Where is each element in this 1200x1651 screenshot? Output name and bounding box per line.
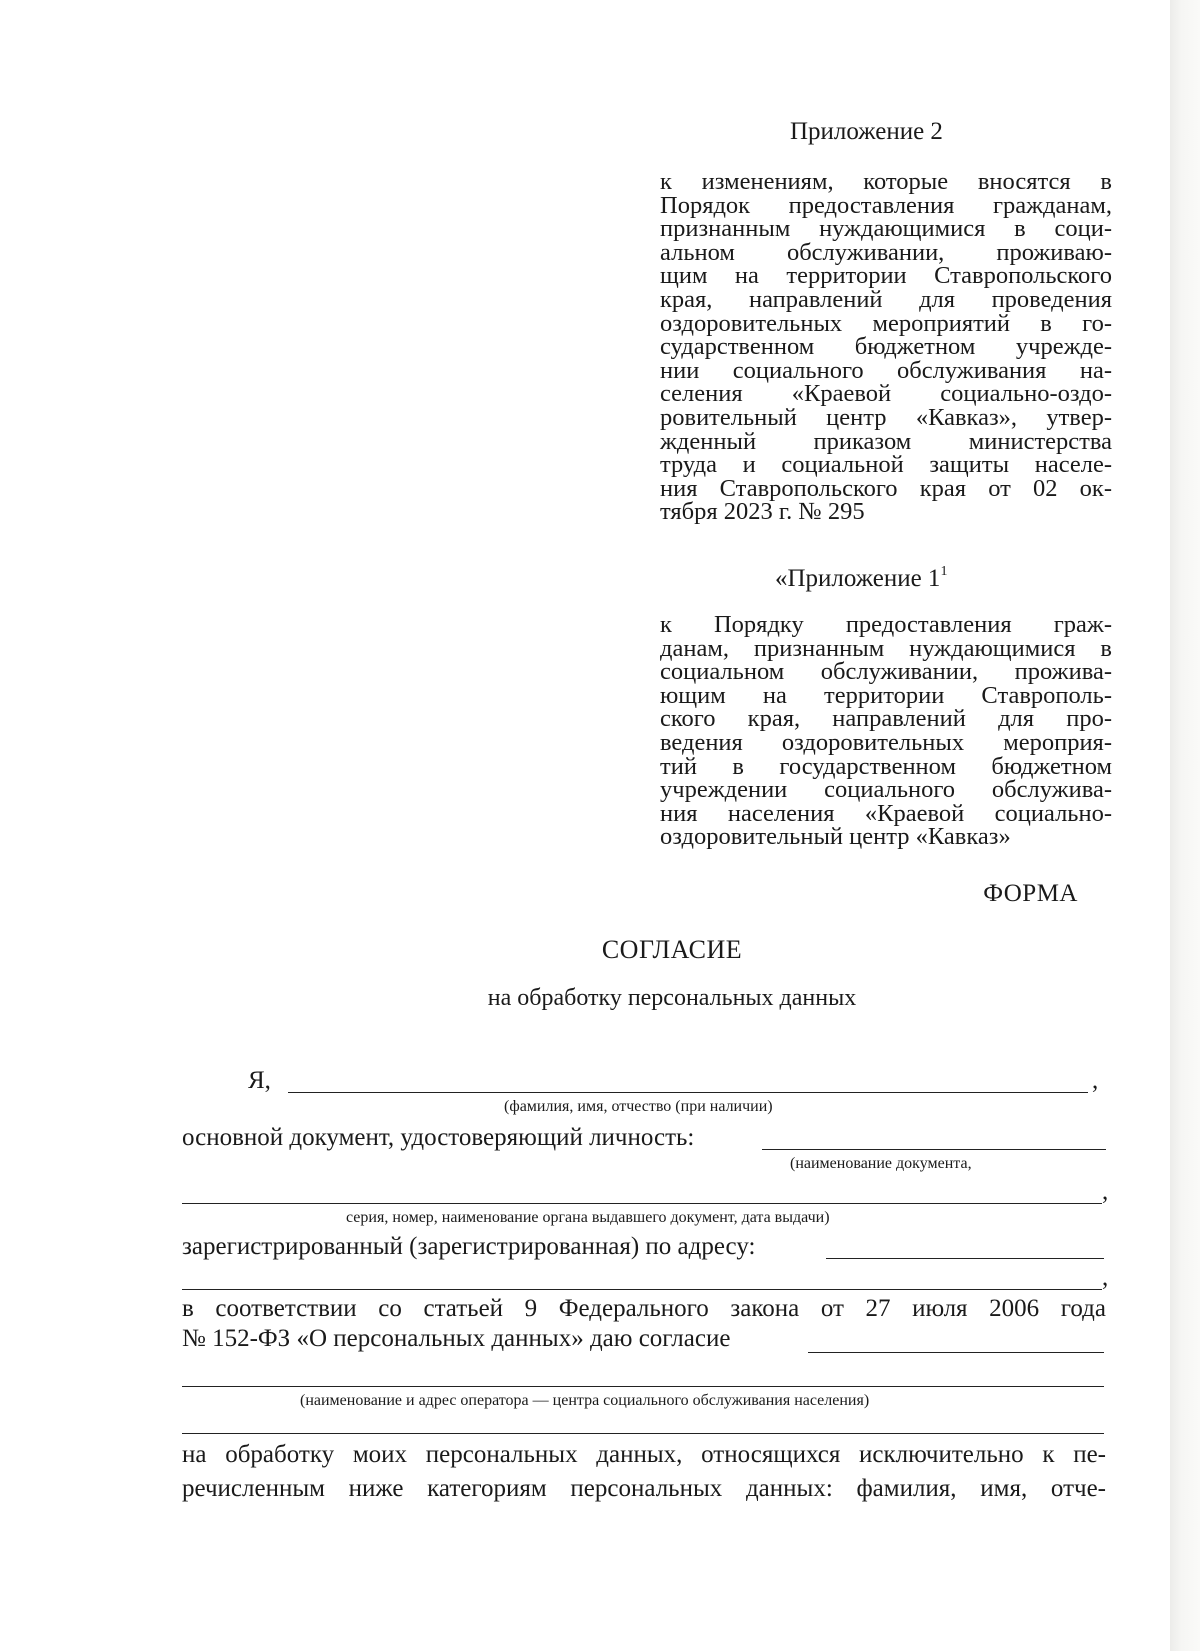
- fio-trailing-comma: ,: [1092, 1067, 1099, 1094]
- doc-details-field[interactable]: [182, 1203, 1102, 1204]
- doc-label: основной документ, удостоверяющий личность:: [182, 1124, 695, 1151]
- doc-trailing-comma: ,: [1102, 1178, 1109, 1205]
- law-line-2: № 152-ФЗ «О персональных данных» даю согласие: [182, 1325, 731, 1352]
- appendix-line: труда и социальной защиты населе-: [660, 451, 1112, 479]
- address-label: зарегистрированный (зарегистрированная) по адресу:: [182, 1233, 756, 1260]
- sub-appendix-superscript: 1: [940, 564, 948, 579]
- consent-title: СОГЛАСИЕ: [601, 935, 743, 964]
- appendix-line: нии социального обслуживания на-: [660, 356, 1112, 384]
- law-line: в соответствии со статьей 9 Федерального закона от 27 июля 2006 года: [182, 1295, 1106, 1322]
- doc-caption: (наименование документа,: [790, 1155, 972, 1172]
- appendix-line: сударственном бюджетном учрежде-: [660, 333, 1112, 361]
- appendix-line: признанным нуждающимися в соци-: [660, 215, 1112, 243]
- sub-appendix-line: ющим на территории Ставрополь-: [660, 681, 1112, 709]
- appendix-line: тября 2023 г. № 295: [660, 498, 865, 526]
- fio-field[interactable]: [288, 1092, 1088, 1093]
- appendix-line: края, направлений для проведения: [660, 285, 1112, 313]
- processing-line: на обработку моих персональных данных, относящихся исключительно к пе-: [182, 1441, 1106, 1468]
- consent-subtitle: на обработку персональных данных: [487, 985, 857, 1011]
- appendix-title: Приложение 2: [790, 118, 943, 145]
- sub-appendix-line: данам, признанным нуждающимися в: [660, 634, 1112, 662]
- appendix-line: оздоровительных мероприятий в го-: [660, 309, 1112, 337]
- page-edge: [1170, 0, 1200, 1651]
- appendix-line: селения «Краевой социально-оздо-: [660, 380, 1112, 408]
- appendix-line: ния Ставропольского края от 02 ок-: [660, 474, 1112, 502]
- appendix-description: [660, 170, 1112, 524]
- address-trailing-comma: ,: [1102, 1264, 1109, 1291]
- sub-appendix-line: социальном обслуживании, прожива-: [660, 658, 1112, 686]
- appendix-line: щим на территории Ставропольского: [660, 262, 1112, 290]
- fio-caption: (фамилия, имя, отчество (при наличии): [504, 1098, 773, 1115]
- sub-appendix-line: тий в государственном бюджетном: [660, 752, 1112, 780]
- operator-field[interactable]: [808, 1352, 1104, 1353]
- operator-caption: (наименование и адрес оператора — центра социального обслуживания населения): [300, 1392, 870, 1409]
- appendix-line: к изменениям, которые вносятся в: [660, 168, 1112, 195]
- doc-name-field[interactable]: [762, 1149, 1106, 1150]
- sub-appendix-line: оздоровительный центр «Кавказ»: [660, 823, 1011, 851]
- law-paragraph: [182, 1292, 1106, 1326]
- sub-appendix-line: ского края, направлений для про-: [660, 705, 1112, 733]
- i-label: Я,: [248, 1067, 271, 1094]
- processing-line: речисленным ниже категориям персональных данных: фамилия, имя, отче-: [182, 1475, 1106, 1502]
- sub-appendix-description: [660, 613, 1112, 849]
- operator-field-line-2[interactable]: [182, 1386, 1104, 1387]
- processing-paragraph: [182, 1438, 1106, 1506]
- appendix-line: Порядок предоставления гражданам,: [660, 191, 1112, 219]
- sub-appendix-line: ведения оздоровительных мероприя-: [660, 728, 1112, 756]
- sub-appendix-line: к Порядку предоставления граж-: [660, 611, 1112, 638]
- appendix-line: ровительный центр «Кавказ», утвер-: [660, 403, 1112, 431]
- operator-field-line-3[interactable]: [182, 1433, 1104, 1434]
- address-field[interactable]: [826, 1258, 1104, 1259]
- doc-caption-2: серия, номер, наименование органа выдавшего документ, дата выдачи): [346, 1209, 830, 1226]
- appendix-line: альном обслуживании, проживаю-: [660, 238, 1112, 266]
- sub-appendix-title: [775, 564, 947, 593]
- sub-appendix-line: ния населения «Краевой социально-: [660, 799, 1112, 827]
- address-field-line-2[interactable]: [182, 1289, 1102, 1290]
- form-label: ФОРМА: [983, 880, 1078, 907]
- sub-appendix-line: учреждении социального обслужива-: [660, 776, 1112, 804]
- appendix-line: жденный приказом министерства: [660, 427, 1112, 455]
- sub-appendix-title-text: «Приложение 1: [775, 565, 941, 592]
